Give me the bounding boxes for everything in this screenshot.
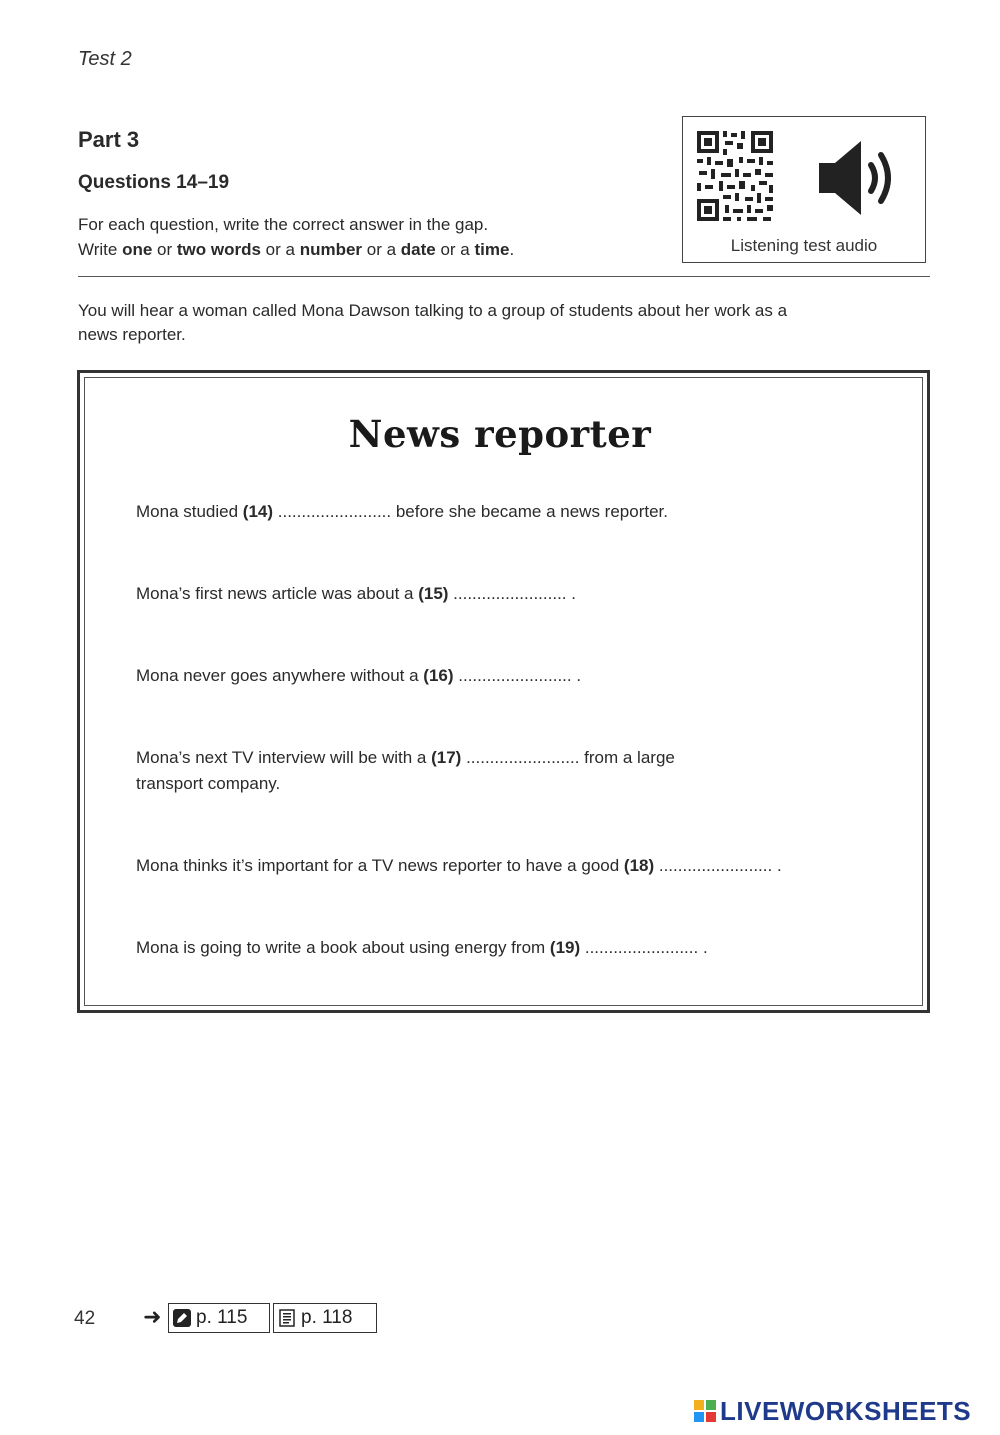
page-number: 42 (74, 1308, 96, 1329)
answer-gap-15[interactable]: ........................ . (448, 584, 576, 603)
question-18: Mona thinks it’s important for a TV news reporter to have a good (18) ........................ . (136, 856, 782, 875)
question-16: Mona never goes anywhere without a (16) ........................ . (136, 666, 582, 685)
reference-audioscript[interactable] (168, 1303, 270, 1333)
qr-code-icon[interactable] (695, 129, 775, 223)
answer-gap-16[interactable]: ........................ . (453, 666, 582, 685)
box-title: News reporter (348, 412, 652, 456)
questions-title: Questions 14–19 (78, 172, 230, 193)
answer-gap-18[interactable]: ........................ . (654, 856, 782, 875)
audio-caption: Listening test audio (730, 236, 878, 255)
listening-audio-box[interactable] (682, 116, 926, 263)
reference-1-label: p. 115 (196, 1307, 248, 1328)
question-15: Mona’s first news article was about a (15) ........................ . (136, 584, 576, 603)
brand-watermark[interactable] (694, 1396, 971, 1426)
arrow-right-icon: ➜ (143, 1304, 162, 1329)
question-17: Mona’s next TV interview will be with a (17) ........................ from a large (136, 748, 675, 767)
speaker-icon[interactable] (817, 139, 899, 217)
answer-gap-14[interactable]: ........................ before she became a news reporter. (273, 502, 668, 521)
reference-2-label: p. 118 (301, 1307, 353, 1328)
reference-answer-key[interactable] (273, 1303, 377, 1333)
instruction-line-1: For each question, write the correct answer in the gap. (78, 215, 489, 234)
question-17-line-2: transport company. (136, 774, 281, 793)
question-box-frame (77, 370, 930, 1013)
liveworksheets-logo-icon (694, 1400, 716, 1422)
answer-gap-19[interactable]: ........................ . (580, 938, 708, 957)
intro-line-2: news reporter. (78, 325, 186, 344)
document-icon (278, 1309, 296, 1327)
question-19: Mona is going to write a book about using energy from (19) ........................ . (136, 938, 708, 957)
pencil-icon (173, 1309, 191, 1327)
test-label: Test 2 (78, 48, 132, 70)
part-title: Part 3 (78, 127, 140, 152)
question-box-inner-frame (84, 377, 923, 1006)
divider (78, 276, 930, 277)
brand-name: LIVEWORKSHEETS (720, 1395, 972, 1426)
question-14: Mona studied (14) ........................ before she became a news reporter. (136, 502, 668, 521)
answer-gap-17[interactable]: ........................ from a large (461, 748, 675, 767)
instruction-line-2: Write one or two words or a number or a date or a time. (78, 240, 515, 259)
intro-line-1: You will hear a woman called Mona Dawson talking to a group of students about her work as a (78, 301, 788, 320)
